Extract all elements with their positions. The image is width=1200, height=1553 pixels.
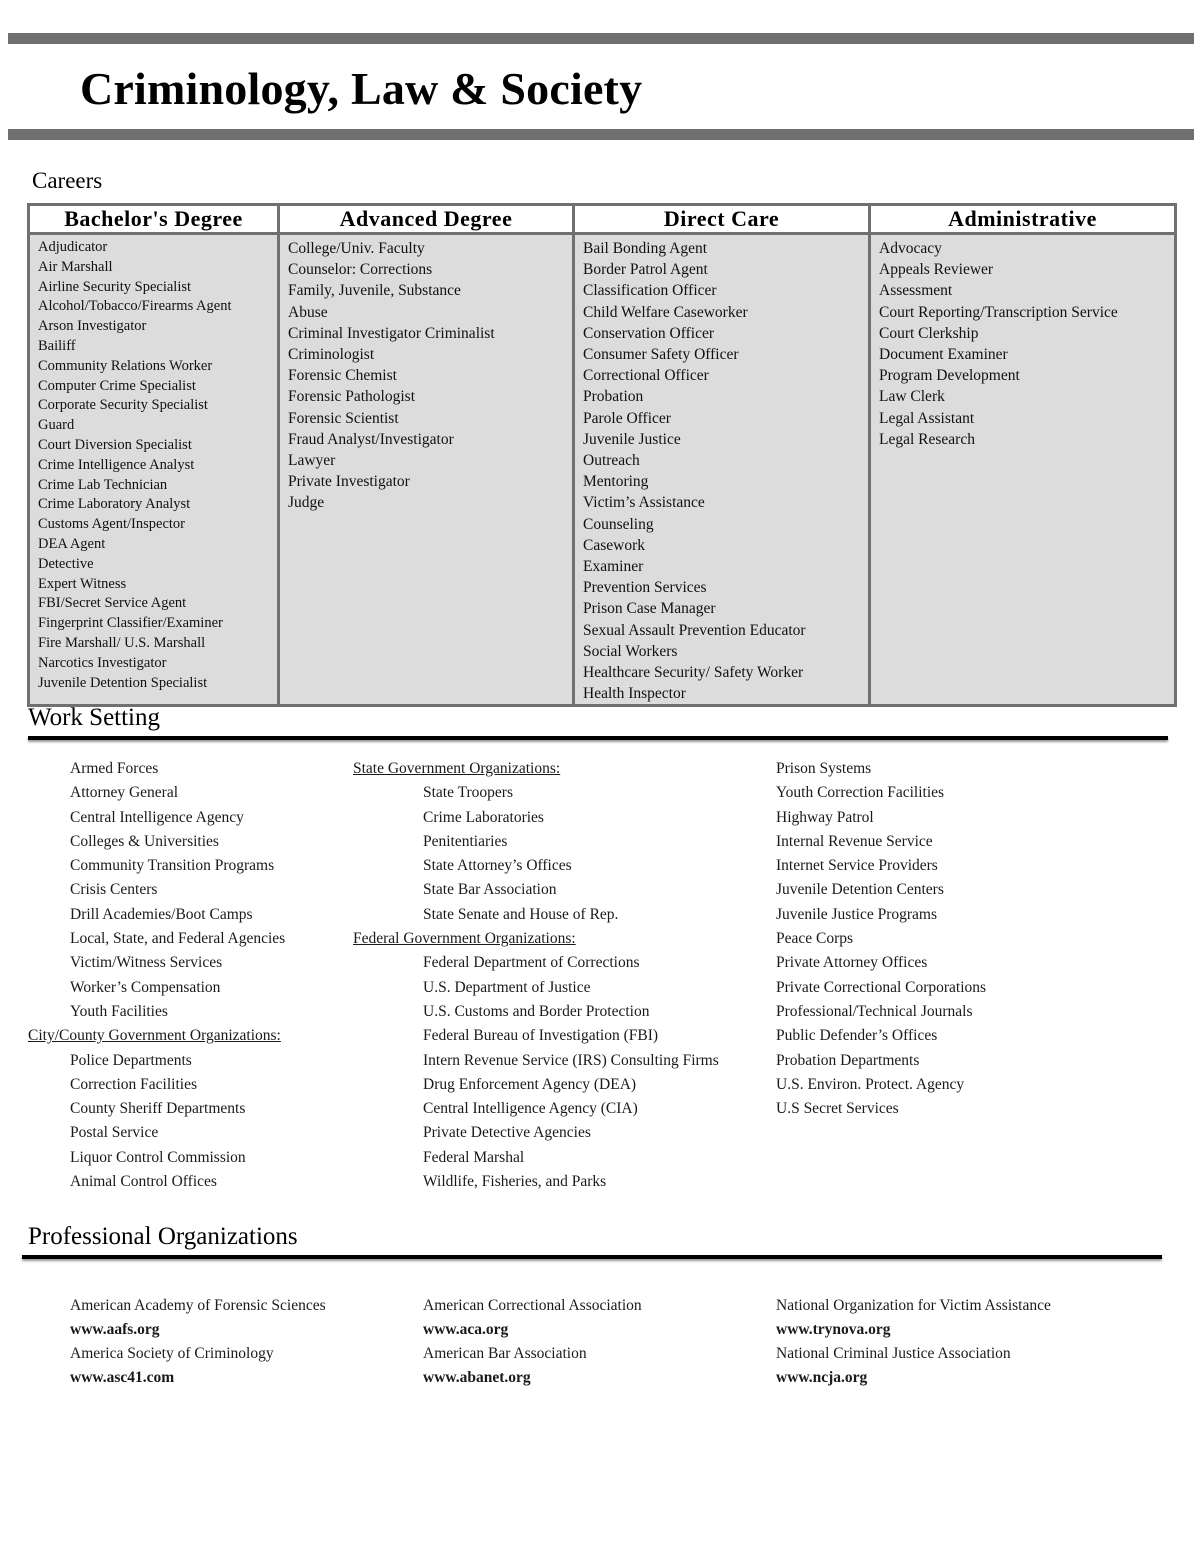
work-setting-item: State Attorney’s Offices bbox=[423, 857, 572, 875]
org-name: America Society of Criminology bbox=[70, 1345, 274, 1362]
career-item: Arson Investigator bbox=[38, 318, 147, 335]
page-title: Criminology, Law & Society bbox=[80, 63, 643, 114]
career-item: Airline Security Specialist bbox=[38, 278, 192, 295]
work-setting-item: Internal Revenue Service bbox=[776, 832, 933, 850]
work-setting-item: Colleges & Universities bbox=[70, 832, 219, 850]
career-item: Parole Officer bbox=[583, 409, 671, 427]
org-website-link[interactable]: www.ncja.org bbox=[776, 1369, 868, 1386]
work-setting-item: U.S Secret Services bbox=[776, 1100, 899, 1118]
career-item: Crime Lab Technician bbox=[38, 476, 168, 493]
career-item: Adjudicator bbox=[38, 239, 108, 255]
work-setting-item: Private Attorney Offices bbox=[776, 954, 928, 972]
title-bottom-rule bbox=[8, 129, 1194, 140]
top-rule bbox=[8, 33, 1194, 44]
career-item: Abuse bbox=[288, 303, 328, 321]
org-name: American Academy of Forensic Sciences bbox=[70, 1297, 326, 1314]
career-item: Document Examiner bbox=[879, 346, 1008, 364]
work-setting-item: Crime Laboratories bbox=[423, 808, 544, 826]
career-item: Law Clerk bbox=[879, 388, 945, 406]
work-setting-col1 bbox=[28, 757, 285, 1194]
org-website-link[interactable]: www.trynova.org bbox=[776, 1321, 891, 1338]
work-setting-item: Federal Bureau of Investigation (FBI) bbox=[423, 1027, 659, 1045]
career-item: Social Workers bbox=[583, 642, 678, 660]
career-item: Probation bbox=[583, 388, 644, 406]
career-item: Sexual Assault Prevention Educator bbox=[583, 621, 806, 639]
prof-org-col2 bbox=[423, 1294, 642, 1390]
work-setting-rule bbox=[28, 736, 1168, 740]
career-item: Alcohol/Tobacco/Firearms Agent bbox=[38, 298, 232, 315]
career-item: Forensic Scientist bbox=[288, 409, 399, 427]
work-setting-item: Peace Corps bbox=[776, 930, 854, 948]
work-setting-item: Crisis Centers bbox=[70, 881, 158, 899]
career-item: Family, Juvenile, Substance bbox=[288, 282, 461, 300]
work-setting-item: Federal Department of Corrections bbox=[423, 954, 640, 972]
work-setting-item: Probation Departments bbox=[776, 1051, 920, 1069]
career-item: Appeals Reviewer bbox=[879, 261, 994, 279]
career-item: Juvenile Detention Specialist bbox=[38, 674, 208, 691]
career-item: Counselor: Corrections bbox=[288, 261, 433, 279]
work-setting-item: Victim/Witness Services bbox=[70, 954, 223, 972]
career-item: Court Clerkship bbox=[879, 324, 979, 342]
work-setting-item: Central Intelligence Agency (CIA) bbox=[423, 1100, 638, 1118]
career-item: Criminologist bbox=[288, 346, 375, 364]
career-item: Assessment bbox=[879, 282, 953, 300]
career-item: Correctional Officer bbox=[583, 367, 709, 385]
work-setting-item: Drug Enforcement Agency (DEA) bbox=[423, 1075, 637, 1093]
career-item: Border Patrol Agent bbox=[583, 261, 708, 279]
career-item: Air Marshall bbox=[38, 258, 113, 275]
work-setting-item: Internet Service Providers bbox=[776, 857, 938, 875]
career-item: Computer Crime Specialist bbox=[38, 377, 196, 394]
career-item: Classification Officer bbox=[583, 282, 717, 300]
work-setting-col3 bbox=[776, 757, 986, 1121]
career-item: Advocacy bbox=[879, 240, 942, 257]
work-setting-item: State Bar Association bbox=[423, 881, 557, 899]
work-setting-item: Youth Correction Facilities bbox=[776, 784, 945, 802]
career-item: Forensic Chemist bbox=[288, 367, 397, 385]
career-item: Outreach bbox=[583, 452, 640, 470]
career-item: Counseling bbox=[583, 515, 654, 533]
career-item: Health Inspector bbox=[583, 685, 686, 703]
work-setting-item: Highway Patrol bbox=[776, 808, 874, 826]
work-setting-item: U.S. Environ. Protect. Agency bbox=[776, 1075, 965, 1093]
career-item: Community Relations Worker bbox=[38, 357, 213, 374]
work-setting-item: State Troopers bbox=[423, 784, 513, 802]
career-item: DEA Agent bbox=[38, 535, 106, 552]
career-item: Narcotics Investigator bbox=[38, 654, 167, 671]
career-item: Child Welfare Caseworker bbox=[583, 303, 748, 321]
career-item: Program Development bbox=[879, 367, 1020, 385]
career-item: Casework bbox=[583, 536, 645, 554]
work-setting-item: Penitentiaries bbox=[423, 832, 508, 850]
career-item: Fire Marshall/ U.S. Marshall bbox=[38, 634, 206, 651]
work-setting-item: Prison Systems bbox=[776, 760, 872, 777]
work-setting-item: Juvenile Detention Centers bbox=[776, 881, 944, 899]
city-county-heading: City/County Government Organizations: bbox=[28, 1027, 281, 1045]
careers-list-bachelors bbox=[29, 234, 279, 706]
state-gov-heading: State Government Organizations: bbox=[353, 760, 561, 777]
prof-org-col1 bbox=[70, 1294, 326, 1390]
work-setting-item: Local, State, and Federal Agencies bbox=[70, 930, 286, 948]
work-setting-item: Armed Forces bbox=[70, 760, 159, 777]
federal-gov-heading: Federal Government Organizations: bbox=[353, 930, 576, 948]
careers-heading-bachelors: Bachelor's Degree bbox=[29, 205, 279, 234]
career-item: Bailiff bbox=[38, 337, 76, 354]
work-setting-item: Juvenile Justice Programs bbox=[776, 905, 938, 923]
career-item: Lawyer bbox=[288, 452, 336, 470]
work-setting-item: State Senate and House of Rep. bbox=[423, 905, 619, 923]
work-setting-item: Attorney General bbox=[70, 784, 179, 802]
org-website-link[interactable]: www.asc41.com bbox=[70, 1369, 175, 1386]
career-item: Bail Bonding Agent bbox=[583, 240, 707, 257]
work-setting-item: U.S. Department of Justice bbox=[423, 978, 591, 996]
career-item: Conservation Officer bbox=[583, 324, 714, 342]
work-setting-item: Correction Facilities bbox=[70, 1075, 197, 1093]
career-item: Forensic Pathologist bbox=[288, 388, 416, 406]
work-setting-item: Private Correctional Corporations bbox=[776, 978, 987, 996]
careers-list-advanced bbox=[279, 234, 574, 706]
org-website-link[interactable]: www.aafs.org bbox=[70, 1321, 160, 1338]
careers-heading-administrative: Administrative bbox=[870, 205, 1176, 234]
work-setting-item: Public Defender’s Offices bbox=[776, 1027, 938, 1045]
work-setting-item: U.S. Customs and Border Protection bbox=[423, 1002, 650, 1020]
prof-org-col3 bbox=[776, 1294, 1051, 1390]
career-item: Private Investigator bbox=[288, 473, 410, 491]
work-setting-item: Private Detective Agencies bbox=[423, 1124, 591, 1142]
career-item: Guard bbox=[38, 417, 75, 434]
career-item: College/Univ. Faculty bbox=[288, 240, 425, 257]
work-setting-item: Drill Academies/Boot Camps bbox=[70, 905, 253, 923]
career-item: Judge bbox=[288, 494, 325, 512]
career-item: Corporate Security Specialist bbox=[38, 397, 208, 414]
careers-label: Careers bbox=[32, 168, 103, 193]
career-item: Prison Case Manager bbox=[583, 600, 716, 618]
work-setting-item: Police Departments bbox=[70, 1051, 192, 1069]
work-setting-heading: Work Setting bbox=[28, 704, 161, 731]
careers-list-direct-care bbox=[574, 234, 870, 706]
org-name: National Criminal Justice Association bbox=[776, 1345, 1011, 1362]
professional-organizations-rule bbox=[22, 1255, 1162, 1259]
org-name: National Organization for Victim Assistance bbox=[776, 1297, 1051, 1314]
org-website-link[interactable]: www.aca.org bbox=[423, 1321, 509, 1338]
work-setting-item: Worker’s Compensation bbox=[70, 978, 221, 996]
work-setting-item: Central Intelligence Agency bbox=[70, 808, 244, 826]
professional-organizations-heading: Professional Organizations bbox=[28, 1223, 298, 1250]
work-setting-item: Wildlife, Fisheries, and Parks bbox=[423, 1173, 607, 1191]
career-item: Crime Laboratory Analyst bbox=[38, 496, 191, 513]
career-item: Customs Agent/Inspector bbox=[38, 516, 186, 533]
career-item: Detective bbox=[38, 555, 94, 572]
career-item: FBI/Secret Service Agent bbox=[38, 595, 187, 612]
career-item: Court Diversion Specialist bbox=[38, 436, 192, 453]
career-item: Expert Witness bbox=[38, 575, 127, 592]
careers-table bbox=[27, 203, 1177, 707]
career-item: Mentoring bbox=[583, 473, 649, 491]
career-item: Juvenile Justice bbox=[583, 430, 681, 448]
work-setting-item: Youth Facilities bbox=[70, 1002, 168, 1020]
career-item: Criminal Investigator Criminalist bbox=[288, 324, 495, 342]
career-item: Legal Assistant bbox=[879, 409, 975, 427]
careers-heading-advanced: Advanced Degree bbox=[279, 205, 574, 234]
careers-heading-direct-care: Direct Care bbox=[574, 205, 870, 234]
work-setting-item: Community Transition Programs bbox=[70, 857, 275, 875]
career-item: Crime Intelligence Analyst bbox=[38, 456, 195, 473]
work-setting-item: County Sheriff Departments bbox=[70, 1100, 246, 1118]
org-website-link[interactable]: www.abanet.org bbox=[423, 1369, 531, 1386]
work-setting-item: Intern Revenue Service (IRS) Consulting Firms bbox=[423, 1051, 719, 1069]
work-setting-item: Federal Marshal bbox=[423, 1148, 525, 1166]
career-item: Examiner bbox=[583, 558, 644, 576]
career-item: Fraud Analyst/Investigator bbox=[288, 430, 454, 448]
work-setting-col2 bbox=[353, 757, 719, 1194]
work-setting-item: Animal Control Offices bbox=[70, 1173, 217, 1191]
career-item: Court Reporting/Transcription Service bbox=[879, 303, 1118, 321]
careers-list-administrative bbox=[870, 234, 1176, 706]
org-name: American Bar Association bbox=[423, 1345, 587, 1362]
career-item: Victim’s Assistance bbox=[583, 494, 705, 512]
career-item: Consumer Safety Officer bbox=[583, 346, 739, 364]
org-name: American Correctional Association bbox=[423, 1297, 642, 1314]
career-item: Fingerprint Classifier/Examiner bbox=[38, 615, 223, 632]
work-setting-item: Professional/Technical Journals bbox=[776, 1002, 973, 1020]
career-item: Prevention Services bbox=[583, 579, 707, 597]
career-item: Legal Research bbox=[879, 430, 975, 448]
work-setting-item: Liquor Control Commission bbox=[70, 1148, 246, 1166]
work-setting-item: Postal Service bbox=[70, 1124, 159, 1142]
career-item: Healthcare Security/ Safety Worker bbox=[583, 664, 804, 682]
